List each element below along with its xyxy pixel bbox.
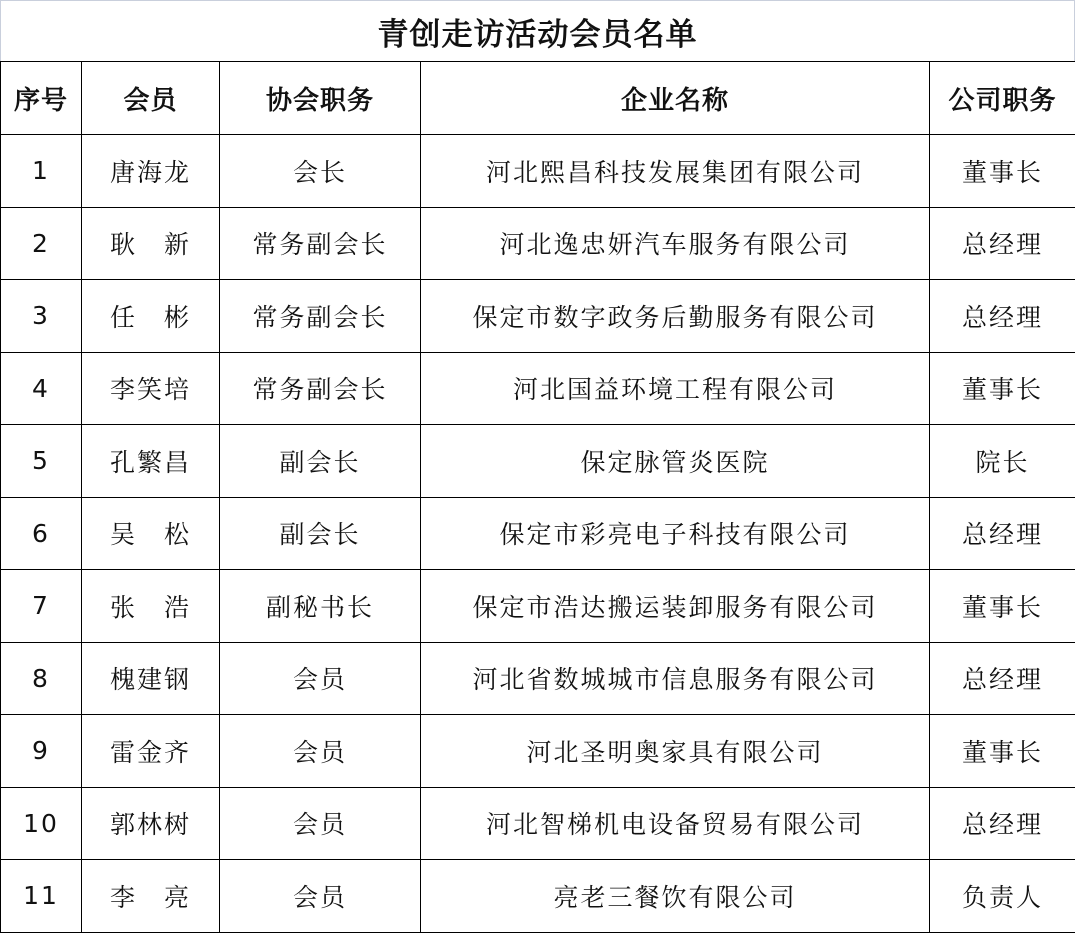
cell-assoc-role: 副秘书长 bbox=[220, 570, 421, 643]
cell-member: 吴 松 bbox=[82, 497, 220, 570]
cell-company: 保定市彩亮电子科技有限公司 bbox=[421, 497, 930, 570]
cell-assoc-role: 会员 bbox=[220, 715, 421, 788]
table-row bbox=[1, 497, 1075, 570]
table-row bbox=[1, 207, 1075, 280]
cell-no: 2 bbox=[1, 207, 82, 280]
cell-assoc-role: 会长 bbox=[220, 135, 421, 208]
cell-company: 保定脉管炎医院 bbox=[421, 425, 930, 498]
cell-no: 10 bbox=[1, 787, 82, 860]
cell-company-role: 总经理 bbox=[930, 280, 1075, 353]
cell-assoc-role: 常务副会长 bbox=[220, 207, 421, 280]
cell-company-role: 董事长 bbox=[930, 352, 1075, 425]
cell-no: 11 bbox=[1, 860, 82, 933]
header-member: 会员 bbox=[82, 62, 220, 135]
header-assoc-role: 协会职务 bbox=[220, 62, 421, 135]
cell-no: 3 bbox=[1, 280, 82, 353]
cell-member: 李笑培 bbox=[82, 352, 220, 425]
cell-company-role: 总经理 bbox=[930, 787, 1075, 860]
cell-company: 保定市浩达搬运装卸服务有限公司 bbox=[421, 570, 930, 643]
cell-assoc-role: 副会长 bbox=[220, 425, 421, 498]
cell-no: 7 bbox=[1, 570, 82, 643]
cell-member: 郭林树 bbox=[82, 787, 220, 860]
cell-company: 河北圣明奥家具有限公司 bbox=[421, 715, 930, 788]
member-table bbox=[0, 61, 1075, 933]
cell-company: 河北逸忠妍汽车服务有限公司 bbox=[421, 207, 930, 280]
cell-company-role: 董事长 bbox=[930, 715, 1075, 788]
cell-no: 6 bbox=[1, 497, 82, 570]
cell-company: 河北熙昌科技发展集团有限公司 bbox=[421, 135, 930, 208]
cell-assoc-role: 会员 bbox=[220, 642, 421, 715]
header-company: 企业名称 bbox=[421, 62, 930, 135]
table-row bbox=[1, 787, 1075, 860]
table-row bbox=[1, 860, 1075, 933]
table-row bbox=[1, 135, 1075, 208]
cell-member: 耿 新 bbox=[82, 207, 220, 280]
cell-assoc-role: 会员 bbox=[220, 860, 421, 933]
table-row bbox=[1, 715, 1075, 788]
cell-member: 槐建钢 bbox=[82, 642, 220, 715]
cell-company-role: 董事长 bbox=[930, 570, 1075, 643]
cell-member: 雷金齐 bbox=[82, 715, 220, 788]
table-header-row bbox=[1, 62, 1075, 135]
cell-company-role: 总经理 bbox=[930, 497, 1075, 570]
table-row bbox=[1, 425, 1075, 498]
cell-member: 张 浩 bbox=[82, 570, 220, 643]
header-company-role: 公司职务 bbox=[930, 62, 1075, 135]
cell-assoc-role: 会员 bbox=[220, 787, 421, 860]
cell-no: 9 bbox=[1, 715, 82, 788]
cell-member: 孔繁昌 bbox=[82, 425, 220, 498]
cell-no: 1 bbox=[1, 135, 82, 208]
cell-member: 唐海龙 bbox=[82, 135, 220, 208]
cell-company-role: 董事长 bbox=[930, 135, 1075, 208]
table-row bbox=[1, 352, 1075, 425]
cell-company: 河北国益环境工程有限公司 bbox=[421, 352, 930, 425]
cell-no: 4 bbox=[1, 352, 82, 425]
cell-company-role: 院长 bbox=[930, 425, 1075, 498]
cell-assoc-role: 常务副会长 bbox=[220, 352, 421, 425]
cell-assoc-role: 副会长 bbox=[220, 497, 421, 570]
header-no: 序号 bbox=[1, 62, 82, 135]
cell-company: 保定市数字政务后勤服务有限公司 bbox=[421, 280, 930, 353]
cell-member: 李 亮 bbox=[82, 860, 220, 933]
cell-company-role: 总经理 bbox=[930, 642, 1075, 715]
cell-company: 亮老三餐饮有限公司 bbox=[421, 860, 930, 933]
cell-company-role: 负责人 bbox=[930, 860, 1075, 933]
cell-company: 河北智梯机电设备贸易有限公司 bbox=[421, 787, 930, 860]
page-title: 青创走访活动会员名单 bbox=[0, 0, 1075, 62]
cell-company-role: 总经理 bbox=[930, 207, 1075, 280]
table-row bbox=[1, 570, 1075, 643]
cell-no: 5 bbox=[1, 425, 82, 498]
cell-member: 任 彬 bbox=[82, 280, 220, 353]
cell-company: 河北省数城城市信息服务有限公司 bbox=[421, 642, 930, 715]
cell-assoc-role: 常务副会长 bbox=[220, 280, 421, 353]
cell-no: 8 bbox=[1, 642, 82, 715]
table-row bbox=[1, 280, 1075, 353]
table-row bbox=[1, 642, 1075, 715]
